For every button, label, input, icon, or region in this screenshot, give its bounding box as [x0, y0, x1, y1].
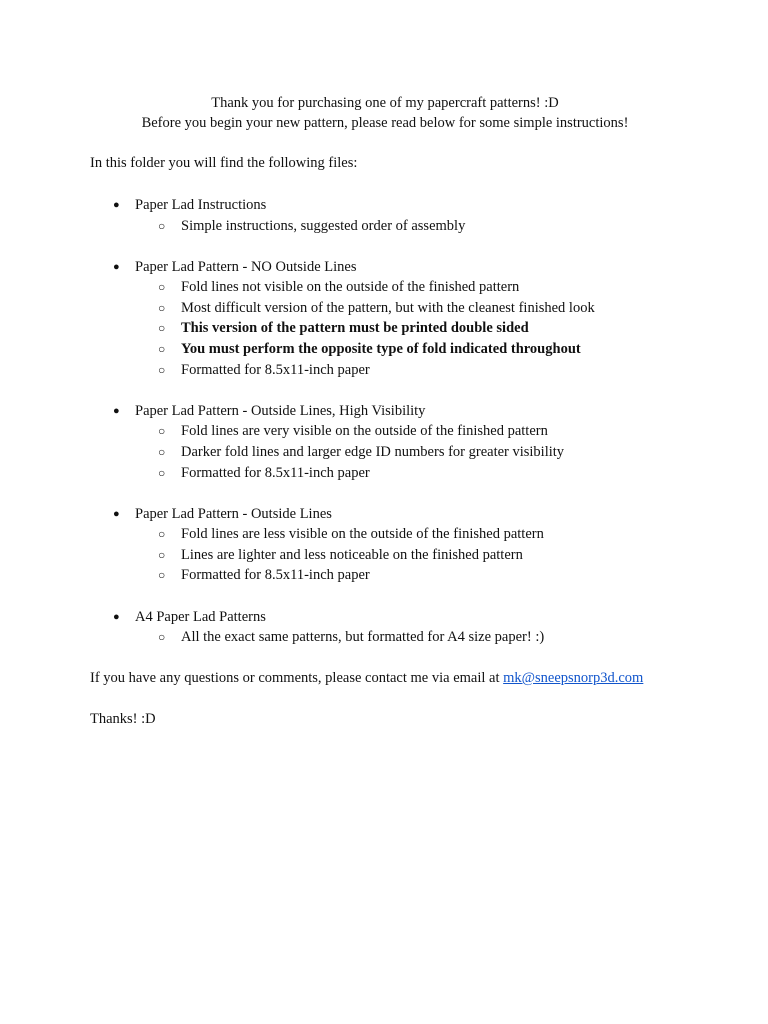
sub-item [0, 298, 768, 319]
file-item [0, 504, 768, 586]
hollow-bullet-icon: ○ [158, 280, 166, 295]
hollow-bullet-icon: ○ [158, 630, 166, 645]
hollow-bullet-icon: ○ [158, 424, 166, 439]
header-block [90, 93, 680, 133]
sub-item [0, 360, 768, 381]
sub-item [0, 318, 768, 339]
sub-item-label: Formatted for 8.5x11-inch paper [181, 464, 370, 481]
file-item-row [0, 607, 768, 628]
sub-item-label: Fold lines not visible on the outside of the finished pattern [181, 279, 520, 296]
file-list [0, 195, 768, 668]
bullet-icon: ● [113, 260, 120, 273]
sub-item-label: Formatted for 8.5x11-inch paper [181, 567, 370, 584]
sub-item-label: Lines are lighter and less noticeable on the finished pattern [181, 546, 523, 563]
bullet-icon: ● [113, 404, 120, 417]
sub-item-label: All the exact same patterns, but formatted for A4 size paper! :) [181, 629, 545, 646]
sub-item [0, 421, 768, 442]
hollow-bullet-icon: ○ [158, 342, 166, 357]
sub-item [0, 524, 768, 545]
file-item [0, 257, 768, 381]
header-instructions-line: Before you begin your new pattern, please read below for some simple instructions! [141, 115, 629, 131]
sub-item [0, 339, 768, 360]
file-item-row [0, 504, 768, 525]
hollow-bullet-icon: ○ [158, 362, 166, 377]
file-item [0, 607, 768, 648]
file-item-row [0, 401, 768, 422]
sub-item [0, 463, 768, 484]
hollow-bullet-icon: ○ [158, 527, 166, 542]
sub-item-label: Darker fold lines and larger edge ID numbers for greater visibility [181, 443, 565, 460]
file-item-label: Paper Lad Instructions [135, 197, 267, 213]
file-item-row [0, 257, 768, 278]
hollow-bullet-icon: ○ [158, 321, 166, 336]
bullet-icon: ● [113, 507, 120, 520]
sub-item-label: Formatted for 8.5x11-inch paper [181, 361, 370, 378]
file-item-row [0, 195, 768, 216]
sub-item [0, 277, 768, 298]
email-link[interactable]: mk@sneepsnorp3d.com [503, 670, 644, 686]
file-item [0, 401, 768, 483]
sub-item [0, 442, 768, 463]
file-item [0, 195, 768, 236]
header-thanks-line: Thank you for purchasing one of my papercraft patterns! :D [211, 95, 559, 111]
contact-line [90, 668, 643, 688]
file-item-label: A4 Paper Lad Patterns [135, 608, 266, 625]
sub-item [0, 565, 768, 586]
hollow-bullet-icon: ○ [158, 300, 166, 315]
sub-item-label: Fold lines are less visible on the outside of the finished pattern [181, 526, 544, 543]
hollow-bullet-icon: ○ [158, 218, 166, 233]
sub-item-label: You must perform the opposite type of fold indicated throughout [181, 341, 581, 358]
sub-item [0, 216, 768, 237]
bullet-icon: ● [113, 610, 120, 623]
sub-item-label: Simple instructions, suggested order of assembly [181, 217, 466, 234]
hollow-bullet-icon: ○ [158, 444, 166, 459]
sub-item [0, 545, 768, 566]
file-item-label: Paper Lad Pattern - NO Outside Lines [135, 258, 357, 275]
intro-text: In this folder you will find the following files: [90, 155, 358, 171]
sub-item [0, 627, 768, 648]
sub-item-label: Fold lines are very visible on the outside of the finished pattern [181, 423, 548, 440]
hollow-bullet-icon: ○ [158, 465, 166, 480]
signoff-text: Thanks! :D [90, 711, 156, 727]
file-item-label: Paper Lad Pattern - Outside Lines [135, 505, 332, 522]
hollow-bullet-icon: ○ [158, 547, 166, 562]
sub-item-label: Most difficult version of the pattern, but with the cleanest finished look [181, 299, 595, 316]
hollow-bullet-icon: ○ [158, 568, 166, 583]
file-item-label: Paper Lad Pattern - Outside Lines, High Visibility [135, 402, 426, 419]
sub-item-label: This version of the pattern must be printed double sided [181, 320, 529, 337]
contact-text: If you have any questions or comments, please contact me via email at [90, 670, 504, 686]
bullet-icon: ● [113, 199, 120, 211]
